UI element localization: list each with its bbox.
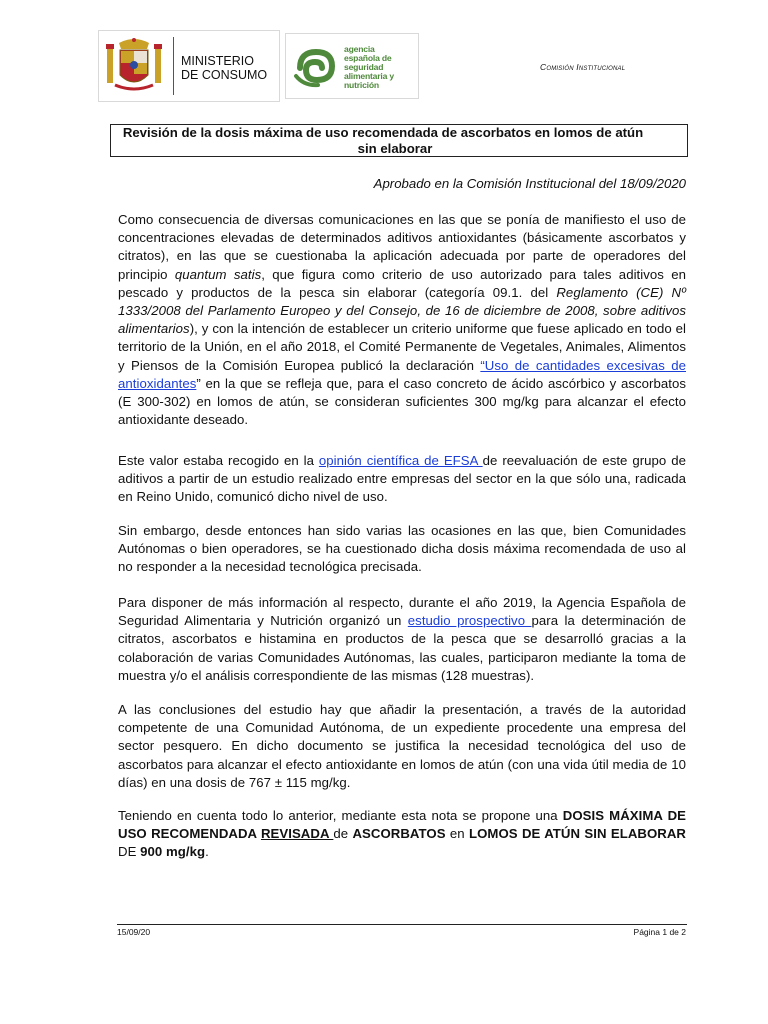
agency-line-1: agencia [344,44,375,54]
document-title [110,124,688,157]
paragraph-1 [118,211,686,429]
antioxidants-declaration-link[interactable]: “Uso de cantidades excesivas de antioxidantes [118,357,686,391]
prospective-study-link[interactable]: estudio prospectivo [407,613,532,629]
agency-swirl-icon [292,46,340,88]
p6-bold-amount: 900 mg/kg [140,844,206,860]
p2-text-2: de reevaluación de este grupo de aditivos a partir de un estudio realizado entre empresas del sector en la que sólo una, radicada en Reino Unido, comunicó dicho nivel de uso. [118,453,686,505]
p1-quantum-satis: quantum satis [174,266,262,282]
p4-text-2: para la determinación de citratos, ascorbatos e histamina en productos de la pesca que se desarrolló gracias a la colaboración de varias Comunidades Autónomas, las cuales, participaron mediante la toma de muestra y/o el análisis correspondiente de las mismas (128 muestras). [118,613,686,683]
paragraph-3: Sin embargo, desde entonces han sido varias las ocasiones en las que, bien Comunidades Autónomas o bien operadores, se ha cuestionado dicha dosis máxima recomendada de uso al no responder a la necesidad tecnológica precisada. [118,523,686,575]
paragraph-6 [118,807,686,862]
p1-text-3: ), y con la intención de establecer un criterio uniforme que fuese aplicado en todo el territorio de la Unión, en el año 2018, el Comité Permanente de Vegetales, Animales, Alimentos y Piensos de la Comisión Europea publicó la declaración [118,321,686,373]
footer-page-number: Página 1 de 2 [633,927,686,937]
footer-date: 15/09/20 [117,927,151,937]
ministry-line-2: DE CONSUMO [181,68,268,82]
approval-note: Aprobado en la Comisión Institucional del 18/09/2020 [373,176,686,191]
agency-logo [285,33,419,99]
footer-divider [117,924,687,925]
header-commission-label: Comisión Institucional [540,62,626,72]
agency-name [344,45,420,90]
ministry-name [181,54,267,82]
paragraph-2 [118,452,686,507]
ministry-line-1: MINISTERIO [181,54,254,68]
agency-line-4: alimentaria y [344,71,394,81]
paragraph-4 [118,594,686,685]
ministry-divider [173,37,174,95]
title-line-1: Revisión de la dosis máxima de uso recomendada de ascorbatos en lomos de atún [122,125,644,140]
p6-text-4: DE [118,844,141,860]
p6-text-3: en [445,826,469,842]
p1-text-2: , que figura como criterio de uso autorizado para tales aditivos en pescado y productos de la pesca sin elaborar (categoría 09.1. del [118,266,686,300]
agency-line-3: seguridad [344,62,384,72]
p1-regulation-reference: Reglamento (CE) Nº 1333/2008 del Parlamento Europeo y del Consejo, de 16 de diciembre de 2008, sobre aditivos alimentarios [118,284,686,337]
p4-text-1: Para disponer de más información al respecto, durante el año 2019, la Agencia Española de Seguridad Alimentaria y Nutrición organizó un [118,595,686,629]
title-line-2: sin elaborar [357,141,433,156]
agency-line-5: nutrición [344,80,379,90]
coat-of-arms-icon [103,35,165,97]
p6-text-5: . [205,844,209,860]
p6-bold-revised: REVISADA [260,826,334,842]
paragraph-5: A las conclusiones del estudio hay que añadir la presentación, a través de la autoridad competente de una Comunidad Autónoma, de un expediente procedente una empresa del sector pesquero. En dicho documento se justifica la necesidad tecnológica del uso de ascorbatos para alcanzar el efecto antioxidante en lomos de atún (con una vida útil media de 10 días) en una dosis de 767 ± 115 mg/kg. [118,702,686,790]
efsa-opinion-link[interactable]: opinión científica de EFSA [318,453,483,468]
p6-text-1: Teniendo en cuenta todo lo anterior, mediante esta nota se propone una [118,808,563,823]
p1-text-4: ” en la que se refleja que, para el caso concreto de ácido ascórbico y ascorbatos (E 300-302) en lomos de atún, se consideran suficientes 300 mg/kg para alcanzar el efecto antioxidante deseado. [118,375,686,428]
p6-bold-tuna-loins: LOMOS DE ATÚN SIN ELABORAR [469,826,686,842]
p2-text-1: Este valor estaba recogido en la [118,453,319,468]
p6-text-2: de [333,826,353,842]
agency-line-2: española de [344,53,392,63]
p6-bold-dose: DOSIS MÁXIMA DE USO RECOMENDADA [118,808,686,842]
p6-bold-ascorbates: ASCORBATOS [352,826,446,842]
p1-text-1: Como consecuencia de diversas comunicaciones en las que se ponía de manifiesto el uso de concentraciones elevadas de determinados aditivos antioxidantes (básicamente ascorbatos y citratos), en las que se cuestionaba la aplicación adecuada por parte de operadores del principio [118,212,686,282]
ministry-logo [98,30,280,102]
